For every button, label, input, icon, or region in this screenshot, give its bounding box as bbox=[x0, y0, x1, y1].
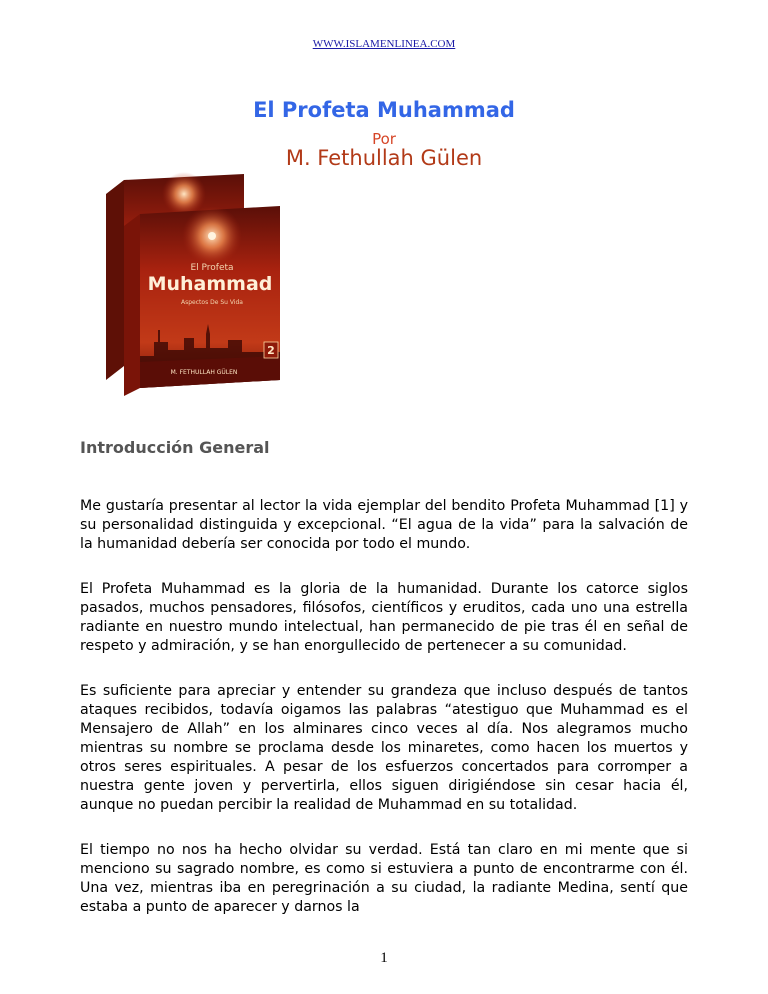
paragraph-2: El Profeta Muhammad es la gloria de la humanidad. Durante los catorce siglos pasados, muchos pensadores, filósofos, científicos y eruditos, cada uno una estrella radiante en nuestro mundo intelectual, han permanecido de pie tras él en señal de respeto y admiración, y se han enorgullecido de pertenecer a su comunidad. bbox=[80, 581, 688, 654]
cover-author: M. FETHULLAH GÜLEN bbox=[170, 369, 238, 376]
document-title: El Profeta Muhammad bbox=[253, 98, 515, 122]
cover-title-small: El Profeta bbox=[190, 263, 234, 273]
book-cover-image bbox=[94, 166, 314, 396]
page-number: 1 bbox=[380, 950, 388, 966]
cover-volume-number: 2 bbox=[267, 344, 275, 357]
author-name: M. Fethullah Gülen bbox=[285, 146, 483, 170]
cover-title-big: Muhammad bbox=[147, 273, 273, 295]
by-label: Por bbox=[372, 130, 396, 148]
paragraph-4: El tiempo no nos ha hecho olvidar su verdad. Está tan claro en mi mente que si menciono su sagrado nombre, es como si estuviera a punto de encontrarme con él. Una vez, mientras iba en peregrinación a su ciudad, la radiante Medina, sentí que estaba a punto de aparecer y darnos la bbox=[80, 842, 688, 915]
cover-subtitle: Aspectos De Su Vida bbox=[181, 299, 243, 306]
header-site-link[interactable]: WWW.ISLAMENLINEA.COM bbox=[312, 38, 456, 50]
section-heading: Introducción General bbox=[80, 438, 270, 457]
paragraph-1: Me gustaría presentar al lector la vida ejemplar del bendito Profeta Muhammad [1] y su personalidad distinguida y excepcional. “El agua de la vida” para la salvación de la humanidad debería ser conocida por todo el mundo. bbox=[80, 498, 688, 552]
paragraph-3: Es suficiente para apreciar y entender su grandeza que incluso después de tantos ataques recibidos, todavía oigamos las palabras “atestiguo que Muhammad es el Mensajero de Allah” en los alminares cinco veces al día. Nos alegramos mucho mientras su nombre se proclama desde los minaretes, como hacen los muertos y otros seres espirituales. A pesar de los esfuerzos concertados para corromper a nuestra gente joven y pervertirla, ellos siguen dirigiéndose sin cesar hacia él, aunque no puedan percibir la realidad de Muhammad en su totalidad. bbox=[80, 683, 688, 813]
